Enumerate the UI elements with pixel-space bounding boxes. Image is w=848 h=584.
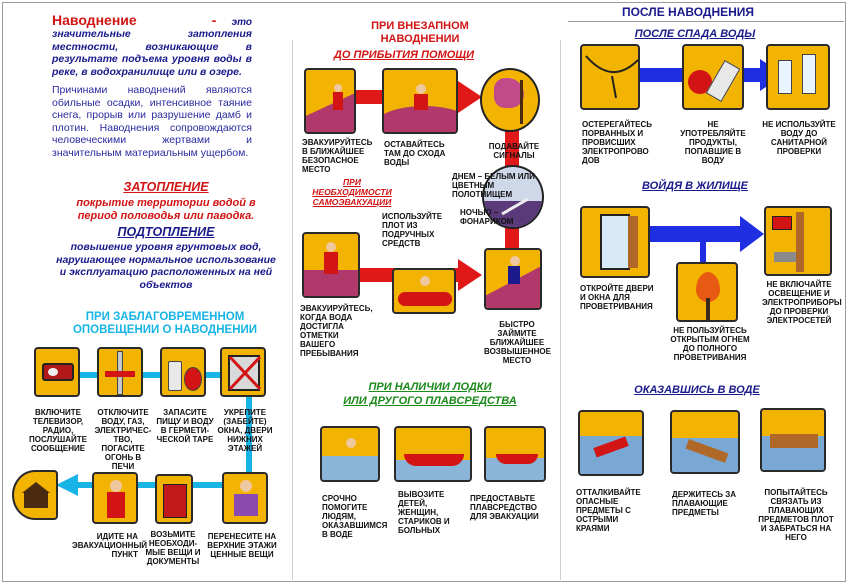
intro-eto: это (231, 17, 252, 28)
water-check-picture (766, 44, 830, 110)
spoiled-food-picture (682, 44, 744, 110)
warning-heading (40, 311, 290, 337)
caption-provide-boat: ПРЕДОСТАВЬТЕ ПЛАВСРЕДСТВО ДЛЯ ЭВАКУАЦИИ (470, 494, 539, 521)
caption-day: ДНЕМ – БЕЛЫМ ИЛИ ЦВЕТНЫМ ПОЛОТНИЩЕМ (452, 172, 535, 199)
caption-evac-when: ЭВАКУИРУЙТЕСЬ, КОГДА ВОДА ДОСТИГЛА ОТМЕТКИ ВАШЕГО ПРЕБЫВАНИЯ (300, 304, 373, 358)
hold-floating-picture (670, 410, 740, 474)
after-heading: ПОСЛЕ НАВОДНЕНИЯ (621, 5, 755, 19)
broken-wires-picture (580, 44, 640, 110)
water-level-picture (302, 232, 360, 298)
utilities-picture (97, 347, 143, 397)
sudden-arrow-head-2 (458, 259, 482, 291)
evacuate-safe-place-picture (304, 68, 356, 134)
warning-step-1: ВКЛЮЧИТЕ ТЕЛЕВИЗОР, РАДИО, ПОСЛУШАЙТЕ СООБЩЕНИЕ (29, 408, 87, 453)
caption-make-raft: ПОПЫТАЙТЕСЬ СВЯЗАТЬ ИЗ ПЛАВАЮЩИХ ПРЕДМЕТОВ ПЛОТ И ЗАБРАТЬСЯ НА НЕГО (758, 488, 834, 542)
boat-heading (312, 380, 548, 408)
flood-title: ЗАТОПЛЕНИЕ (123, 180, 209, 194)
raft-picture (392, 268, 456, 314)
caption-evacuate-children: ВЫВОЗИТЕ ДЕТЕЙ, ЖЕНЩИН, СТАРИКОВ И БОЛЬНЫХ (398, 490, 450, 535)
caption-high-ground: БЫСТРО ЗАЙМИТЕ БЛИЖАЙШЕЕ ВОЗВЫШЕННОЕ МЕСТО (484, 320, 551, 365)
push-away-picture (578, 410, 644, 476)
column-divider-2 (560, 40, 561, 580)
caption-raft: ИСПОЛЬЗУЙТЕ ПЛОТ ИЗ ПОДРУЧНЫХ СРЕДСТВ (382, 212, 443, 248)
tv-radio-picture (34, 347, 80, 397)
column-divider-1 (292, 40, 293, 580)
caption-water-check: НЕ ИСПОЛЬЗУЙТЕ ВОДУ ДО САНИТАРНОЙ ПРОВЕРКИ (762, 120, 836, 156)
caption-push-away: ОТТАЛКИВАЙТЕ ОПАСНЫЕ ПРЕДМЕТЫ С ОСТРЫМИ КРАЯМИ (576, 488, 641, 533)
no-electricity-picture (764, 206, 832, 276)
caption-spoiled-food: НЕ УПОТРЕБЛЯЙТЕ ПРОДУКТЫ, ПОПАВШИЕ В ВОДУ (680, 120, 746, 165)
after-heading-rule (568, 21, 844, 22)
documents-picture (155, 474, 193, 524)
caption-help-people: СРОЧНО ПОМОГИТЕ ЛЮДЯМ, ОКАЗАВШИМСЯ В ВОДЕ (322, 494, 388, 539)
caption-signals: ПОДАВАЙТЕ СИГНАЛЫ (488, 142, 540, 160)
after-arrow-head-2 (740, 216, 764, 252)
make-raft-picture (760, 408, 826, 472)
intro-block (52, 12, 252, 159)
caption-evacuate-nearest: ЭВАКУИРУЙТЕСЬ В БЛИЖАЙШЕЕ БЕЗОПАСНОЕ МЕСТО (302, 138, 373, 174)
help-people-water-picture (320, 426, 380, 482)
caption-no-electricity: НЕ ВКЛЮЧАЙТЕ ОСВЕЩЕНИЕ И ЭЛЕКТРОПРИБОРЫ ДО ПРОВЕРКИ ЭЛЕКТРОСЕТЕЙ (762, 280, 842, 325)
provide-boat-picture (484, 426, 546, 482)
warning-step-2: ОТКЛЮЧИТЕ ВОДУ, ГАЗ, ЭЛЕКТРИЧЕС-ТВО, ПОГАСИТЕ ОГОНЬ В ПЕЧИ (94, 408, 152, 471)
intro-title: Наводнение (52, 12, 137, 28)
intro-causes: Причинами наводнений являются обильные осадки, интенсивное таяние снега, прорыв или разрушение дамб и плотин. Наводнения сопровождаются человеческими жертвами и значительным материальным ущербом. (52, 84, 252, 159)
no-open-fire-picture (676, 262, 738, 322)
food-supply-picture (160, 347, 206, 397)
intro-definition: значительные затопления местности, возникающие в результате подъема уровня воды в реке, в водохранилище или в озере. (52, 28, 252, 78)
after-recede-subheading: ПОСЛЕ СПАДА ВОДЫ (634, 28, 756, 40)
boarded-window-picture (220, 347, 266, 397)
warning-step-4: УКРЕПИТЕ (ЗАБЕЙТЕ) ОКНА, ДВЕРИ НИЖНИХ ЭТАЖЕЙ (217, 408, 273, 453)
warning-step-5: ИДИТЕ НА ЭВАКУАЦИОННЫЙ ПУНКТ (72, 532, 148, 559)
boat-heading-2: ИЛИ ДРУГОГО ПЛАВСРЕДСТВА (343, 395, 517, 407)
stay-until-water-recedes-picture (382, 68, 458, 134)
warning-step-3: ЗАПАСИТЕ ПИЩУ И ВОДУ В ГЕРМЕТИ-ЧЕСКОЙ ТАРЕ (156, 408, 214, 444)
sudden-heading-1: ПРИ ВНЕЗАПНОМ (371, 20, 469, 32)
warning-arrow (56, 474, 78, 496)
caption-open-windows: ОТКРОЙТЕ ДВЕРИ И ОКНА ДЛЯ ПРОВЕТРИВАНИЯ (580, 284, 654, 311)
underflood-title: ПОДТОПЛЕНИЕ (117, 225, 215, 239)
evacuation-point-picture (12, 470, 58, 520)
self-evac-2: НЕОБХОДИМОСТИ (312, 187, 392, 197)
self-evac-1: ПРИ (343, 177, 361, 187)
warning-step-7: ПЕРЕНЕСИТЕ НА ВЕРХНИЕ ЭТАЖИ ЦЕННЫЕ ВЕЩИ (207, 532, 277, 559)
boat-heading-1: ПРИ НАЛИЧИИ ЛОДКИ (368, 381, 492, 393)
after-arrow-line-2 (650, 226, 742, 242)
entering-home-subheading: ВОЙДЯ В ЖИЛИЩЕ (642, 180, 748, 192)
self-evacuation-subheading (306, 177, 398, 207)
sudden-arrow-head-1 (458, 81, 482, 113)
warning-heading-2: ОПОВЕЩЕНИИ О НАВОДНЕНИИ (72, 324, 258, 336)
open-windows-picture (580, 206, 650, 278)
caption-no-fire: НЕ ПОЛЬЗУЙТЕСЬ ОТКРЫТЫМ ОГНЕМ ДО ПОЛНОГО ПРОВЕТРИВАНИЯ (670, 326, 750, 362)
evacuate-children-picture (394, 426, 472, 482)
caption-broken-wires: ОСТЕРЕГАЙТЕСЬ ПОРВАННЫХ И ПРОВИСШИХ ЭЛЕКТРОПРОВО ДОВ (582, 120, 653, 165)
flood-text: покрытие территории водой в период половодья или паводка. (76, 197, 256, 222)
caption-hold-floating: ДЕРЖИТЕСЬ ЗА ПЛАВАЮЩИЕ ПРЕДМЕТЫ (672, 490, 737, 517)
before-help-subheading: ДО ПРИБЫТИЯ ПОМОЩИ (333, 49, 475, 61)
terms-block (55, 180, 277, 291)
underflood-text: повышение уровня грунтовых вод, нарушающее нормальное использование и эксплуатацию расположенных на ней объектов (56, 241, 276, 291)
signal-picture (480, 68, 540, 132)
warning-step-6: ВОЗЬМИТЕ НЕОБХОДИ-МЫЕ ВЕЩИ И ДОКУМЕНТЫ (145, 530, 201, 566)
go-evacuation-picture (92, 472, 138, 524)
self-evac-3: САМОЭВАКУАЦИИ (312, 197, 392, 207)
sudden-heading (356, 20, 484, 46)
valuables-upstairs-picture (222, 472, 268, 524)
caption-night: НОЧЬЮ – ФОНАРИКОМ (460, 208, 514, 226)
after-arrow-stem (700, 240, 706, 264)
in-water-subheading: ОКАЗАВШИСЬ В ВОДЕ (634, 384, 760, 396)
intro-dash: - (211, 12, 217, 28)
high-ground-picture (484, 248, 542, 310)
warning-heading-1: ПРИ ЗАБЛАГОВРЕМЕННОМ (85, 311, 245, 323)
caption-stay-until: ОСТАВАЙТЕСЬ ТАМ ДО СХОДА ВОДЫ (384, 140, 446, 167)
sudden-heading-2: НАВОДНЕНИИ (380, 33, 460, 45)
